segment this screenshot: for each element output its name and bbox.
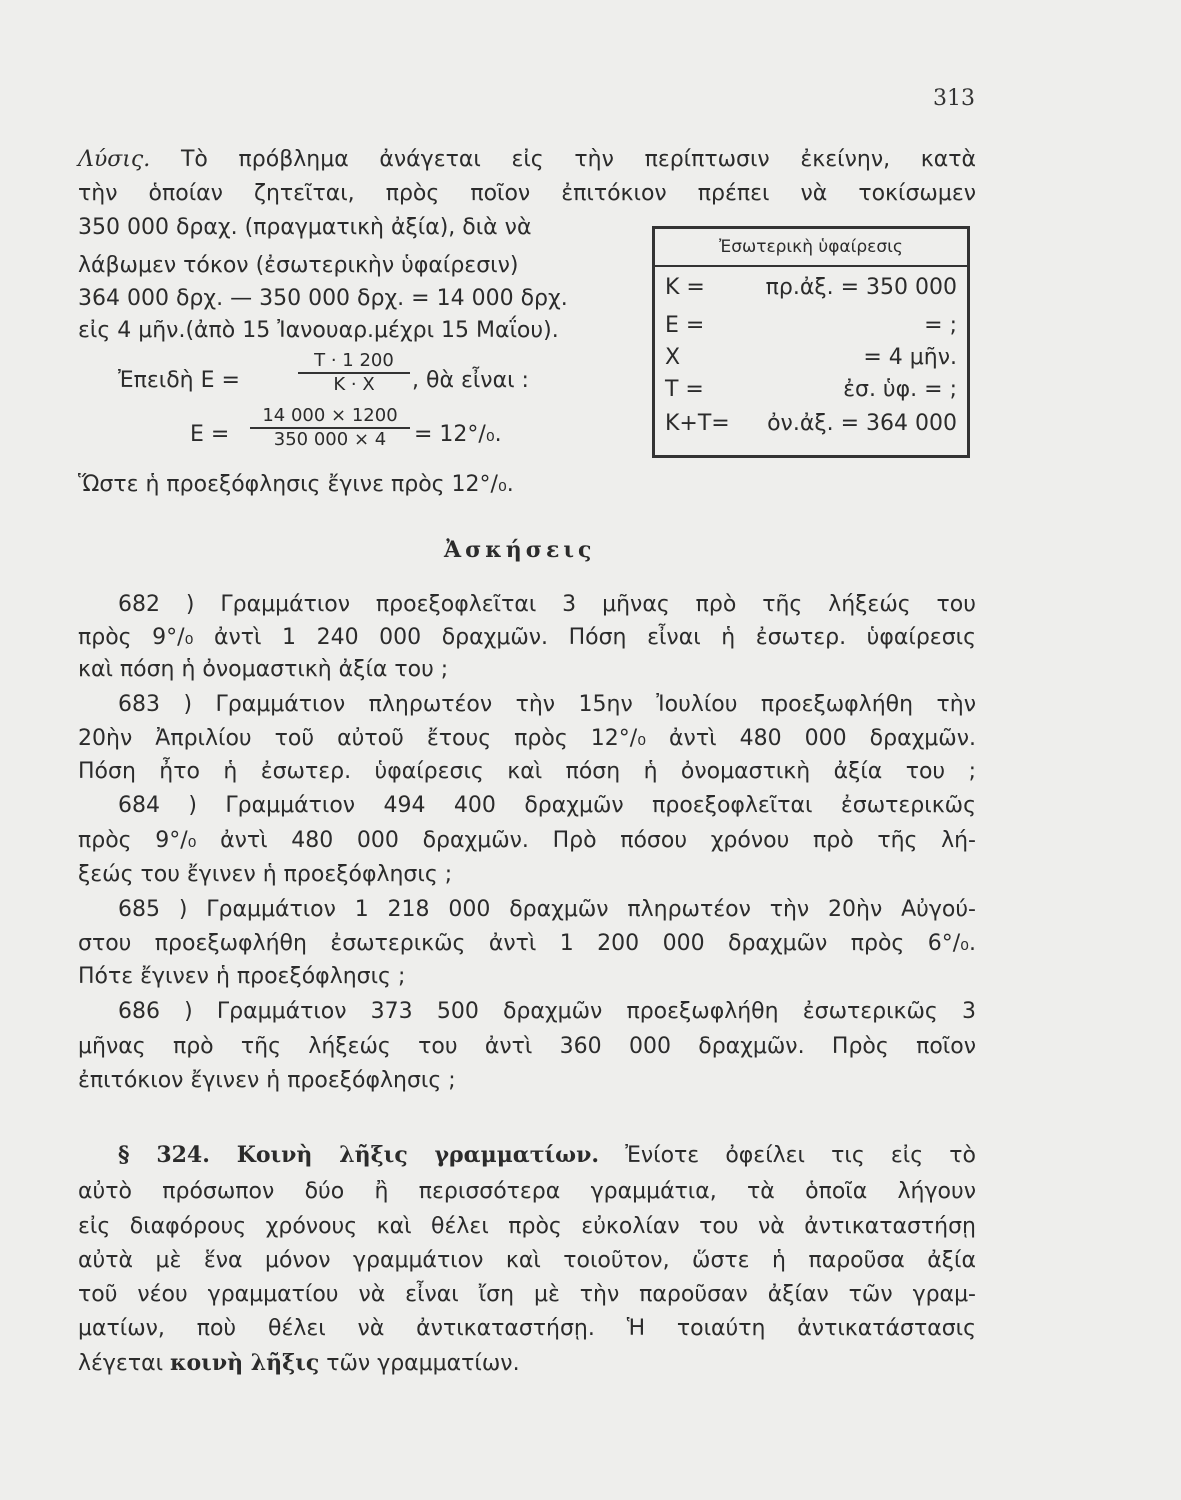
will-be-text: , θὰ εἶναι : — [412, 368, 529, 393]
exercise-682-line-2: πρὸς 9°/₀ ἀντὶ 1 240 000 δραχμῶν. Πόση εἶναι ἡ ἐσωτερ. ὑφαίρεσις — [78, 625, 976, 650]
internal-discount-box: Ἐσωτερικὴ ὑφαίρεσις K = πρ.ἀξ. = 350 000 E = = ; X = 4 μῆν. T = ἐσ. ὑφ. = ; K+T= ὀν.ἀξ. = 364 000 — [652, 226, 970, 458]
solution-line-5: 364 000 δρχ. — 350 000 δρχ. = 14 000 δρχ. — [78, 286, 568, 311]
section-324-line-7: λέγεται κοινὴ λῆξις τῶν γραμματίων. — [78, 1350, 520, 1376]
solution-line-2: τὴν ὁποίαν ζητεῖται, πρὸς ποῖον ἐπιτόκιον πρέπει νὰ τοκίσωμεν — [78, 181, 976, 206]
fraction-2-denominator: 350 000 × 4 — [273, 429, 387, 450]
formula-result: = 12°/₀. — [414, 422, 502, 447]
section-324-line-3: εἰς διαφόρους χρόνους καὶ θέλει πρὸς εὐκολίαν του νὰ ἀντικαταστήσῃ — [78, 1214, 976, 1239]
exercise-683-line-1: 683 ) Γραμμάτιον πληρωτέον τὴν 15ην Ἰουλίου προεξωφλήθη τὴν — [118, 692, 976, 717]
section-324-line-2: αὐτὸ πρόσωπον δύο ἢ περισσότερα γραμμάτια, τὰ ὁποῖα λήγουν — [78, 1179, 976, 1204]
since-text: Ἐπειδὴ E = — [118, 368, 240, 393]
page-number: 313 — [933, 86, 975, 111]
fraction-1-numerator: T · 1 200 — [298, 350, 410, 374]
exercise-682-line-3: καὶ πόση ἡ ὀνομαστικὴ ἀξία του ; — [78, 657, 449, 682]
e-equals: E = — [190, 422, 230, 447]
box-title: Ἐσωτερικὴ ὑφαίρεσις — [655, 229, 967, 267]
section-324-line-4: αὐτὰ μὲ ἕνα μόνον γραμμάτιον καὶ τοιοῦτον, ὥστε ἡ παροῦσα ἀξία — [78, 1248, 976, 1273]
exercise-683-line-2: 20ὴν Ἀπριλίου τοῦ αὐτοῦ ἔτους πρὸς 12°/₀ ἀντὶ 480 000 δραχμῶν. — [78, 726, 976, 751]
exercise-682-line-1: 682 ) Γραμμάτιον προεξοφλεῖται 3 μῆνας πρὸ τῆς λήξεώς του — [118, 592, 976, 617]
section-324-line-6: ματίων, ποὺ θέλει νὰ ἀντικαταστήσῃ. Ἡ τοιαύτη ἀντικατάστασις — [78, 1316, 976, 1341]
section-324-title: § 324. Κοινὴ λῆξις γραμματίων. — [118, 1142, 600, 1168]
section-324-line-1: § 324. Κοινὴ λῆξις γραμματίων. Ἐνίοτε ὀφείλει τις εἰς τὸ — [118, 1142, 976, 1168]
conclusion-line: Ὥστε ἡ προεξόφλησις ἔγινε πρὸς 12°/₀. — [78, 472, 514, 497]
fraction-2 — [250, 405, 410, 451]
fraction-1 — [298, 350, 410, 396]
solution-line-6: εἰς 4 μῆν.(ἀπὸ 15 Ἰανουαρ.μέχρι 15 Μαΐου). — [78, 318, 559, 343]
exercise-684-line-1: 684 ) Γραμμάτιον 494 400 δραχμῶν προεξοφλεῖται ἐσωτερικῶς — [118, 793, 976, 818]
exercise-684-line-2: πρὸς 9°/₀ ἀντὶ 480 000 δραχμῶν. Πρὸ πόσου χρόνου πρὸ τῆς λή- — [78, 828, 976, 853]
solution-label: Λύσις. — [78, 147, 151, 172]
exercise-686-line-3: ἐπιτόκιον ἔγινεν ἡ προεξόφλησις ; — [78, 1068, 456, 1093]
exercise-683-line-3: Πόση ἦτο ἡ ἐσωτερ. ὑφαίρεσις καὶ πόση ἡ ὀνομαστικὴ ἀξία του ; — [78, 759, 976, 784]
solution-line-4: λάβωμεν τόκον (ἐσωτερικὴν ὑφαίρεσιν) — [78, 253, 519, 278]
section-324-line-5: τοῦ νέου γραμματίου νὰ εἶναι ἴση μὲ τὴν παροῦσαν ἀξίαν τῶν γραμ- — [78, 1282, 976, 1307]
exercise-686-line-1: 686 ) Γραμμάτιον 373 500 δραχμῶν προεξωφλήθη ἐσωτερικῶς 3 — [118, 999, 976, 1024]
exercise-685-line-3: Πότε ἔγινεν ἡ προεξόφλησις ; — [78, 964, 406, 989]
solution-line-1: Λύσις. Τὸ πρόβλημα ἀνάγεται εἰς τὴν περίπτωσιν ἐκείνην, κατὰ — [78, 147, 977, 172]
exercise-685-line-2: στου προεξωφλήθη ἐσωτερικῶς ἀντὶ 1 200 000 δραχμῶν πρὸς 6°/₀. — [78, 931, 976, 956]
exercise-686-line-2: μῆνας πρὸ τῆς λήξεώς του ἀντὶ 360 000 δραχμῶν. Πρὸς ποῖον — [78, 1034, 976, 1059]
common-maturity-term: κοινὴ λῆξις — [170, 1350, 320, 1376]
solution-line-3: 350 000 δραχ. (πραγματικὴ ἀξία), διὰ νὰ — [78, 215, 532, 240]
exercise-684-line-3: ξεώς του ἔγινεν ἡ προεξόφλησις ; — [78, 862, 453, 887]
fraction-1-denominator: K · X — [333, 374, 375, 395]
exercises-heading: Ἀσκήσεις — [444, 537, 596, 563]
fraction-2-numerator: 14 000 × 1200 — [250, 405, 410, 429]
exercise-685-line-1: 685 ) Γραμμάτιον 1 218 000 δραχμῶν πληρωτέον τὴν 20ὴν Αὐγού- — [118, 897, 976, 922]
